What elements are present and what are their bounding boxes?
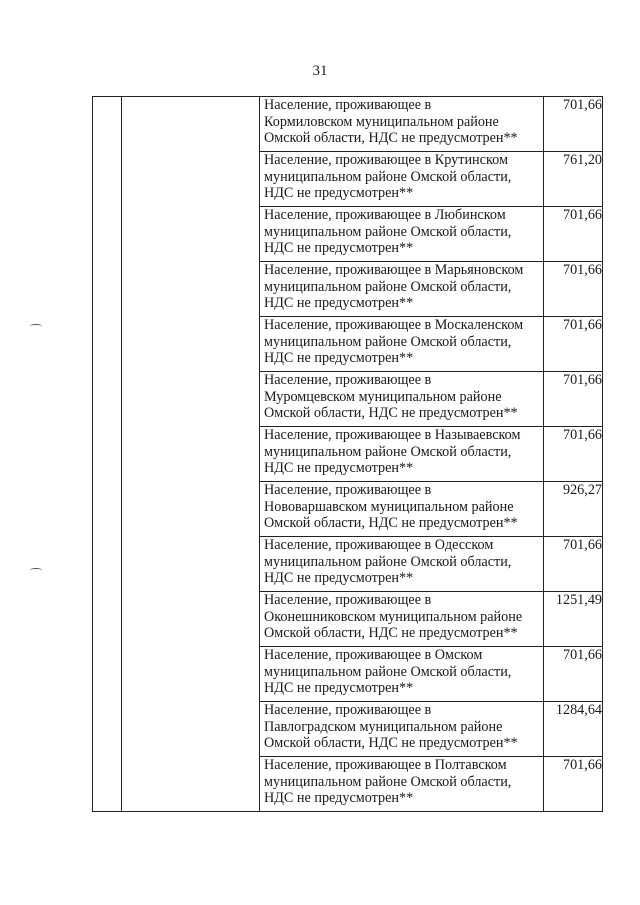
description-line: муниципальном районе Омской области, <box>264 553 512 570</box>
merged-cell-category <box>122 97 260 812</box>
consumer-description-cell <box>260 262 544 317</box>
page-number: 31 <box>312 63 328 79</box>
tariff-value-cell: 701,66 <box>544 97 603 152</box>
description-line: Население, проживающее в Омском <box>264 647 483 663</box>
description-line: Омской области, НДС не предусмотрен** <box>264 515 518 531</box>
consumer-description-cell <box>260 757 544 812</box>
tariff-value-cell: 701,66 <box>544 262 603 317</box>
consumer-description-cell <box>260 537 544 592</box>
description-line: Население, проживающее в Любинском <box>264 207 506 223</box>
description-line: Население, проживающее в Марьяновском <box>264 262 524 278</box>
description-line: муниципальном районе Омской области, <box>264 168 512 185</box>
scan-artifact-mark <box>30 324 42 328</box>
tariff-value-cell: 761,20 <box>544 152 603 207</box>
description-line: Нововаршавском муниципальном районе <box>264 498 514 515</box>
description-line: муниципальном районе Омской области, <box>264 223 512 240</box>
consumer-description-cell <box>260 647 544 702</box>
description-line: НДС не предусмотрен** <box>264 185 414 201</box>
description-line: Население, проживающее в Полтавском <box>264 757 507 773</box>
description-line: Население, проживающее в Москаленском <box>264 317 524 333</box>
description-line: НДС не предусмотрен** <box>264 570 414 586</box>
description-line: Омской области, НДС не предусмотрен** <box>264 130 518 146</box>
tariff-table <box>92 96 603 812</box>
description-line: НДС не предусмотрен** <box>264 295 414 311</box>
table-body <box>93 97 603 812</box>
description-line: Кормиловском муниципальном районе <box>264 113 499 130</box>
tariff-value-cell: 701,66 <box>544 537 603 592</box>
consumer-description-cell <box>260 317 544 372</box>
description-line: Омской области, НДС не предусмотрен** <box>264 735 518 751</box>
description-line: НДС не предусмотрен** <box>264 350 414 366</box>
description-line: Омской области, НДС не предусмотрен** <box>264 625 518 641</box>
description-line: Оконешниковском муниципальном районе <box>264 608 523 625</box>
consumer-description-cell <box>260 592 544 647</box>
tariff-value-cell: 701,66 <box>544 427 603 482</box>
consumer-description-cell <box>260 482 544 537</box>
description-line: Омской области, НДС не предусмотрен** <box>264 405 518 421</box>
description-line: муниципальном районе Омской области, <box>264 773 512 790</box>
description-line: муниципальном районе Омской области, <box>264 333 512 350</box>
tariff-value-cell: 701,66 <box>544 317 603 372</box>
description-line: НДС не предусмотрен** <box>264 790 414 806</box>
consumer-description-cell <box>260 372 544 427</box>
merged-cell-number <box>93 97 122 812</box>
description-line: НДС не предусмотрен** <box>264 460 414 476</box>
description-line: Население, проживающее в <box>264 97 432 113</box>
description-line: НДС не предусмотрен** <box>264 680 414 696</box>
description-line: Население, проживающее в Одесском <box>264 537 494 553</box>
table-row <box>93 97 603 152</box>
tariff-value-cell: 701,66 <box>544 372 603 427</box>
description-line: муниципальном районе Омской области, <box>264 663 512 680</box>
description-line: Население, проживающее в <box>264 592 432 608</box>
description-line: Муромцевском муниципальном районе <box>264 388 502 405</box>
description-line: Павлоградском муниципальном районе <box>264 718 503 735</box>
consumer-description-cell <box>260 207 544 262</box>
description-line: Население, проживающее в Называевском <box>264 427 521 443</box>
consumer-description-cell <box>260 152 544 207</box>
tariff-value-cell: 701,66 <box>544 647 603 702</box>
consumer-description-cell <box>260 97 544 152</box>
consumer-description-cell <box>260 427 544 482</box>
consumer-description-cell <box>260 702 544 757</box>
description-line: муниципальном районе Омской области, <box>264 443 512 460</box>
scan-artifact-mark <box>30 568 42 572</box>
description-line: НДС не предусмотрен** <box>264 240 414 256</box>
description-line: Население, проживающее в <box>264 372 432 388</box>
description-line: муниципальном районе Омской области, <box>264 278 512 295</box>
tariff-value-cell: 701,66 <box>544 757 603 812</box>
tariff-value-cell: 926,27 <box>544 482 603 537</box>
description-line: Население, проживающее в <box>264 482 432 498</box>
description-line: Население, проживающее в Крутинском <box>264 152 508 168</box>
tariff-value-cell: 1284,64 <box>544 702 603 757</box>
tariff-value-cell: 1251,49 <box>544 592 603 647</box>
tariff-value-cell: 701,66 <box>544 207 603 262</box>
description-line: Население, проживающее в <box>264 702 432 718</box>
